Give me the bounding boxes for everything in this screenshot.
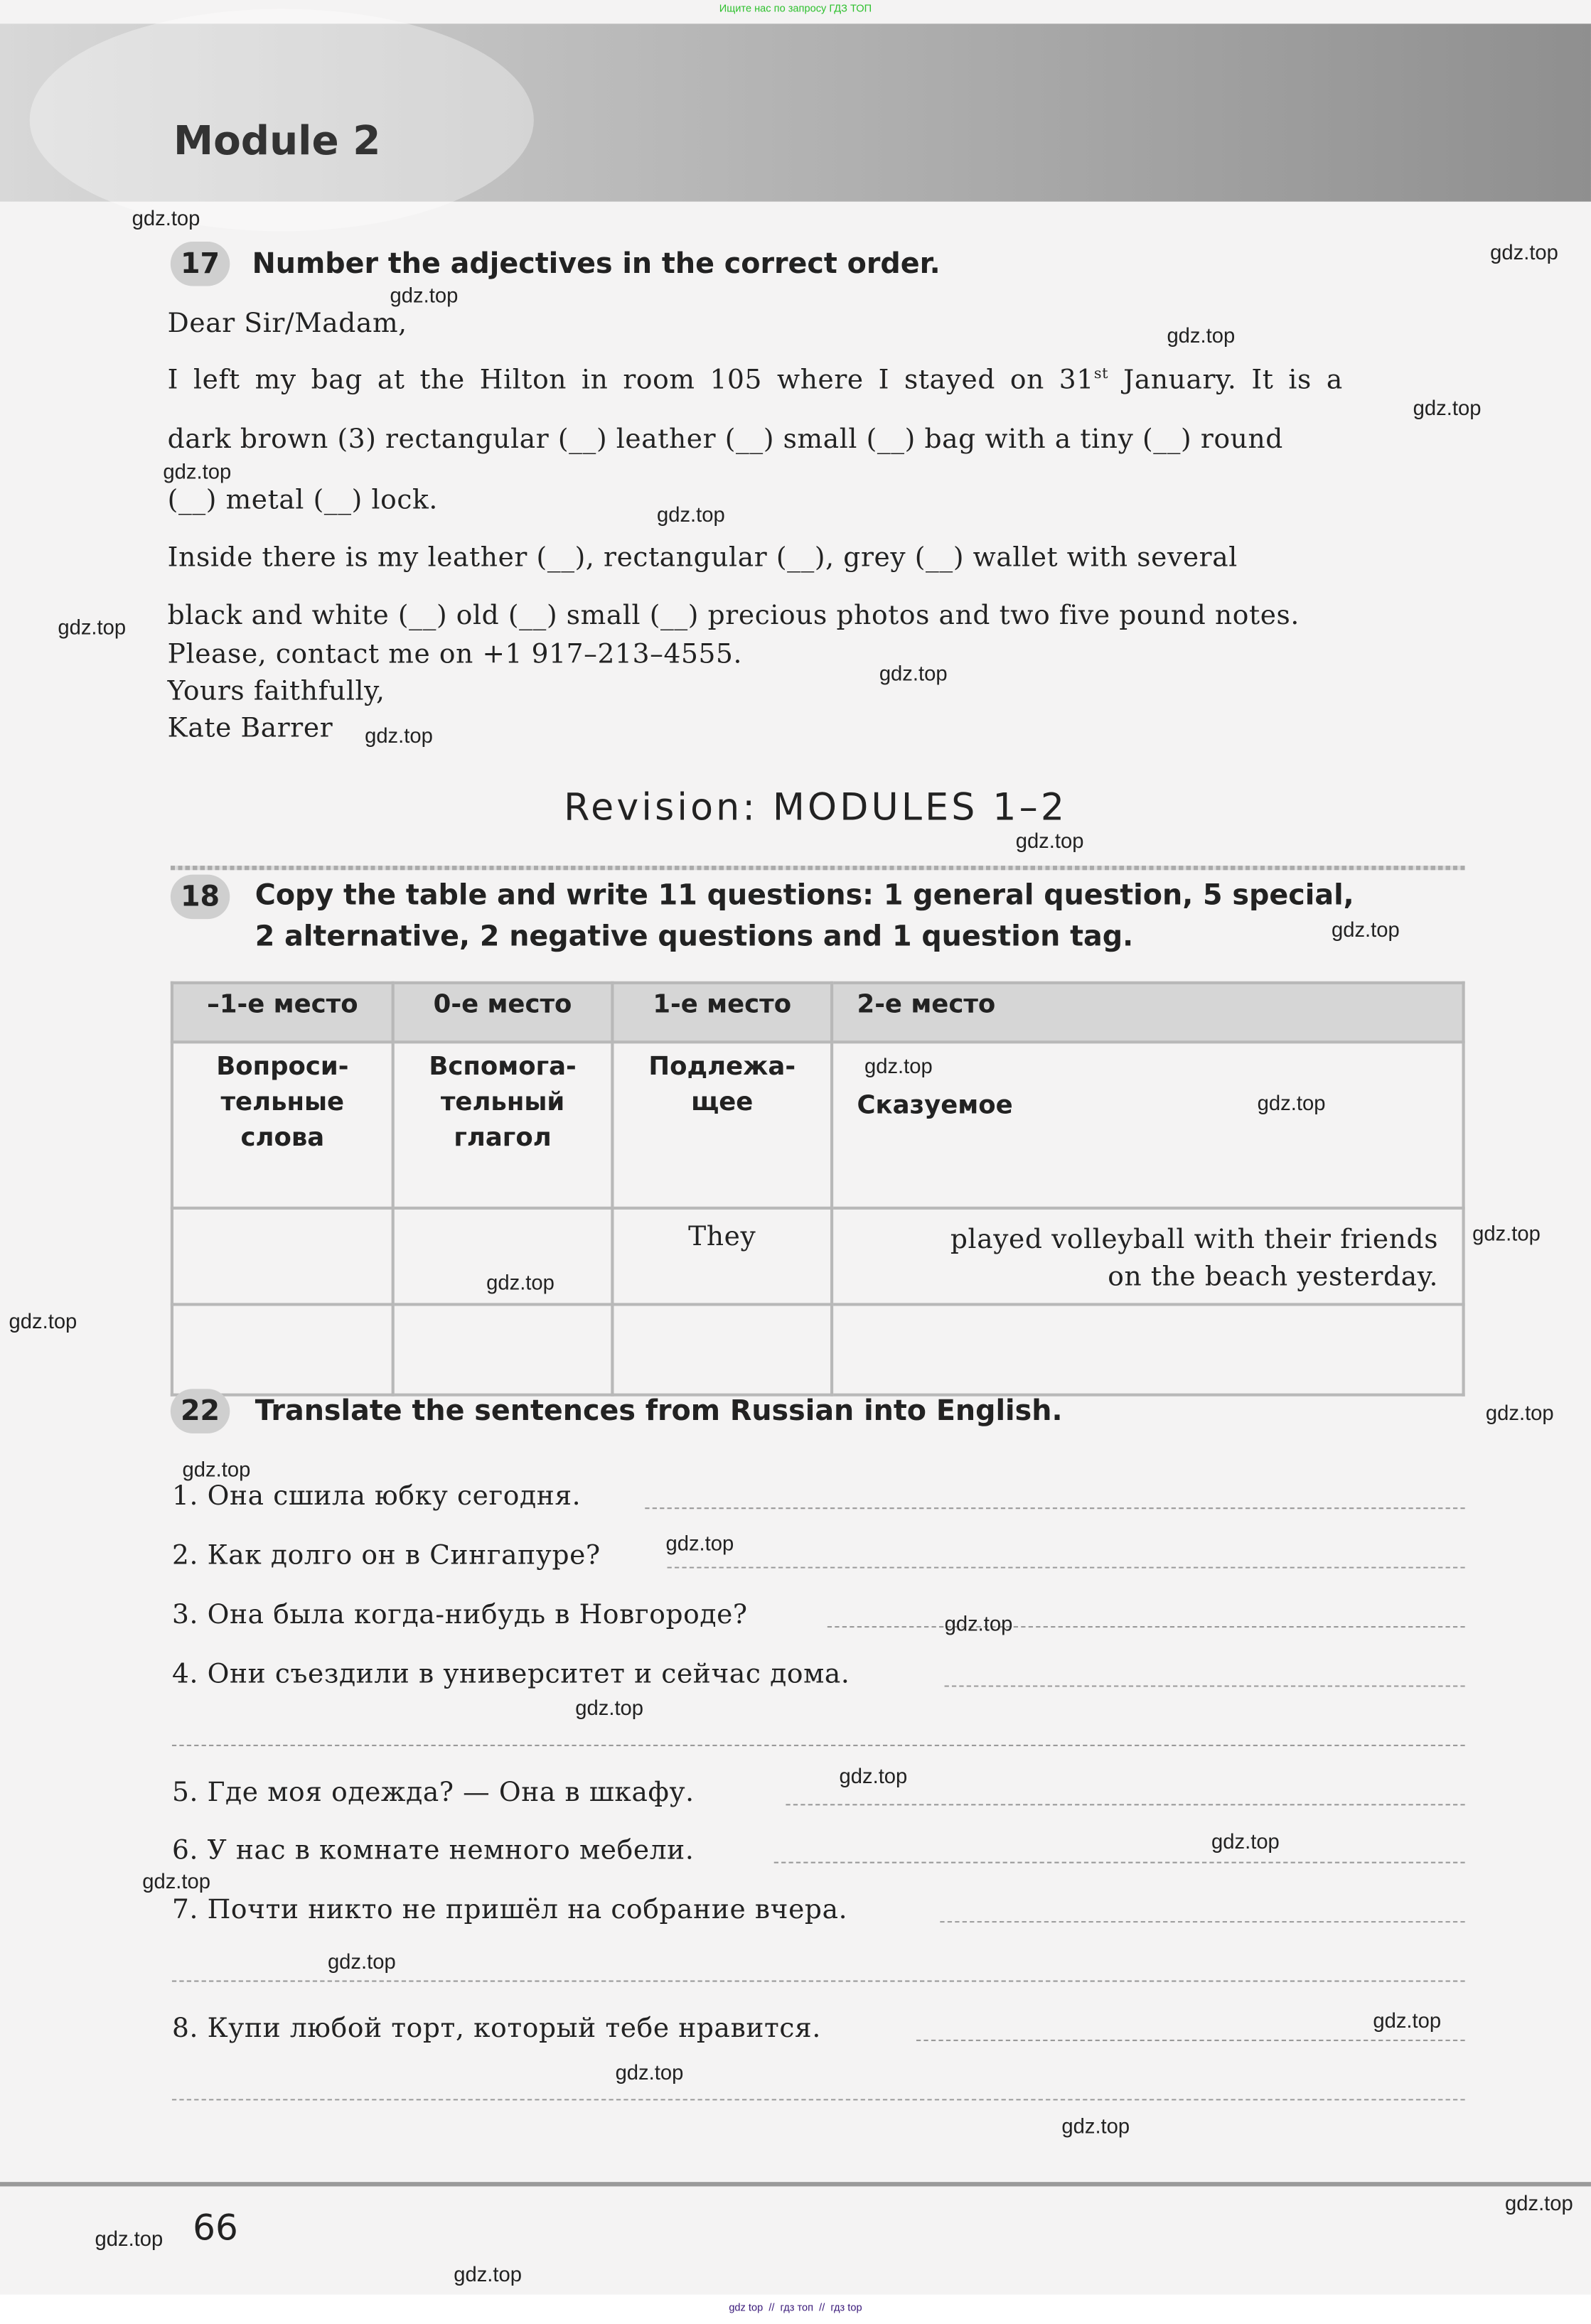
watermark: gdz.top [1413, 395, 1482, 420]
subheader-cell: Сказуемое [832, 1042, 1464, 1208]
header-cell: 0-е место [393, 983, 613, 1042]
letter-line: Inside there is my leather (__), rectangular (__), grey (__) wallet with several [167, 542, 1238, 574]
answer-line[interactable] [940, 1921, 1464, 1922]
exercise-17-number: 17 [171, 242, 230, 286]
watermark: gdz.top [1472, 1221, 1541, 1245]
watermark: gdz.top [665, 1531, 734, 1555]
watermark: gdz.top [1257, 1091, 1326, 1115]
letter-line: (__) metal (__) lock. [167, 485, 438, 516]
header-cell: 2-е место [832, 983, 1464, 1042]
watermark: gdz.top [839, 1763, 908, 1788]
watermark: gdz.top [182, 1457, 251, 1481]
answer-line[interactable] [774, 1862, 1465, 1863]
header-cell: 1-е место [612, 983, 832, 1042]
answer-line[interactable] [172, 1745, 1465, 1746]
watermark: gdz.top [486, 1270, 555, 1294]
sentence-structure-table [171, 981, 1465, 1397]
exercise-18-number: 18 [171, 875, 230, 920]
watermark: gdz.top [575, 1696, 644, 1720]
answer-cell[interactable] [393, 1304, 613, 1394]
sentence-6: 6. У нас в комнате немного мебели. [171, 1835, 695, 1866]
subheader-cell: Вопроси- тельные слова [172, 1042, 393, 1208]
watermark: gdz.top [142, 1869, 211, 1893]
sentence-2: 2. Как долго он в Сингапуре? [171, 1540, 601, 1571]
answer-line[interactable] [645, 1507, 1464, 1509]
module-header [0, 23, 1591, 201]
bottom-banner: gdz top // гдз топ // гдз top [729, 2303, 862, 2314]
watermark: gdz.top [656, 502, 725, 527]
letter-greeting: Dear Sir/Madam, [167, 308, 407, 340]
watermark: gdz.top [454, 2261, 523, 2286]
letter-signature: Kate Barrer [167, 713, 333, 745]
answer-cell[interactable] [172, 1304, 393, 1394]
exercise-17-title: Number the adjectives in the correct order. [252, 247, 941, 281]
watermark: gdz.top [1504, 2190, 1573, 2215]
page-number: 66 [193, 2207, 238, 2249]
watermark: gdz.top [1015, 828, 1084, 853]
answer-line[interactable] [945, 1685, 1465, 1686]
answer-line[interactable] [827, 1626, 1465, 1628]
watermark: gdz.top [1211, 1829, 1280, 1854]
footer-rule [0, 2182, 1591, 2186]
watermark: gdz.top [365, 723, 433, 748]
sentence-1: 1. Она сшила юбку сегодня. [171, 1480, 582, 1512]
subheader-cell: Подлежа- щее [612, 1042, 832, 1208]
exercise-18-title-1: Copy the table and write 11 questions: 1 general question, 5 special, [255, 878, 1354, 912]
watermark: gdz.top [1490, 240, 1558, 264]
watermark: gdz.top [58, 615, 127, 639]
watermark: gdz.top [1373, 2008, 1442, 2033]
sentence-7: 7. Почти никто не пришёл на собрание вчера. [171, 1894, 848, 1926]
letter-line: Yours faithfully, [167, 676, 385, 707]
watermark: gdz.top [1061, 2114, 1130, 2138]
answer-line[interactable] [786, 1804, 1464, 1805]
predicate-cell: played volleyball with their friends on the beach yesterday. [832, 1208, 1464, 1305]
watermark: gdz.top [879, 661, 948, 685]
exercise-18-title-2: 2 alternative, 2 negative questions and 1 question tag. [255, 920, 1134, 954]
letter-line: black and white (__) old (__) small (__) precious photos and two five pound notes. [167, 600, 1300, 632]
header-cell: –1-е место [172, 983, 393, 1042]
sentence-5: 5. Где моя одежда? — Она в шкафу. [171, 1777, 695, 1809]
divider [171, 866, 1465, 870]
answer-line[interactable] [916, 2040, 1465, 2041]
watermark: gdz.top [95, 2226, 164, 2251]
subheader-cell: Вспомога- тельный глагол [393, 1042, 613, 1208]
answer-cell[interactable] [612, 1304, 832, 1394]
watermark: gdz.top [615, 2060, 684, 2084]
revision-title: Revision: MODULES 1–2 [564, 785, 1068, 829]
watermark: gdz.top [132, 205, 200, 230]
watermark: gdz.top [1485, 1400, 1554, 1425]
watermark: gdz.top [1167, 323, 1236, 348]
answer-line[interactable] [172, 1980, 1465, 1981]
letter-line: I left my bag at the Hilton in room 105 where I stayed on 31st January. It is a [167, 365, 1343, 396]
exercise-22-number: 22 [171, 1389, 230, 1433]
watermark: gdz.top [1331, 918, 1400, 942]
watermark: gdz.top [327, 1949, 396, 1974]
letter-line: dark brown (3) rectangular (__) leather (__) small (__) bag with a tiny (__) round [167, 424, 1283, 456]
watermark: gdz.top [9, 1308, 77, 1333]
watermark: gdz.top [163, 459, 232, 483]
top-banner: Ищите нас по запросу ГДЗ ТОП [719, 4, 872, 15]
answer-line[interactable] [172, 2099, 1465, 2100]
letter-line: Please, contact me on +1 917–213–4555. [167, 638, 743, 670]
exercise-22-title: Translate the sentences from Russian into English. [255, 1394, 1063, 1428]
watermark: gdz.top [944, 1611, 1013, 1635]
watermark: gdz.top [390, 283, 459, 307]
answer-cell[interactable] [832, 1304, 1464, 1394]
watermark: gdz.top [864, 1053, 933, 1078]
sentence-3: 3. Она была когда-нибудь в Новгороде? [171, 1599, 748, 1631]
module-title: Module 2 [173, 118, 381, 165]
sentence-8: 8. Купи любой торт, который тебе нравится. [171, 2013, 821, 2045]
sentence-4: 4. Они съездили в университет и сейчас дома. [171, 1658, 850, 1690]
answer-line[interactable] [668, 1567, 1465, 1569]
subject-cell: They [612, 1208, 832, 1305]
